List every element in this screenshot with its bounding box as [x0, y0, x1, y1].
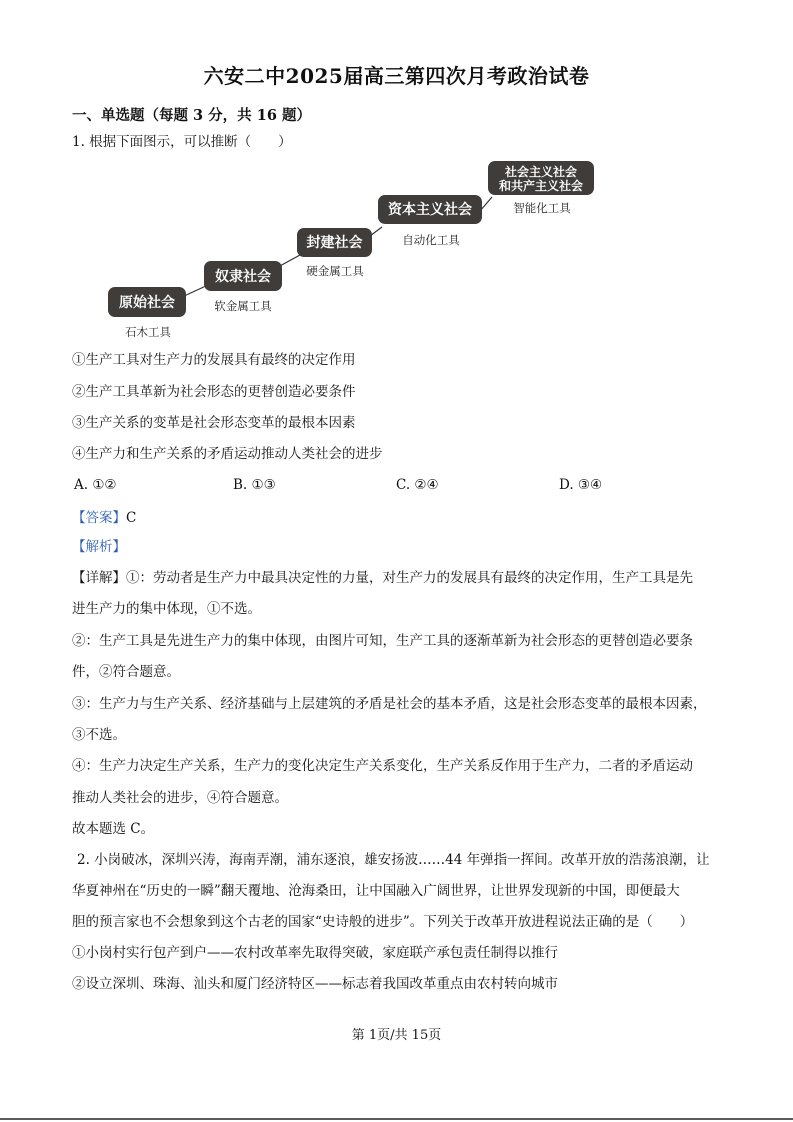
stage-label: 社会主义社会	[504, 165, 578, 179]
explanation-line: 故本题选 C。	[72, 821, 155, 837]
option-b: B. ①③	[233, 477, 276, 493]
stage-label: 和共产主义社会	[498, 179, 584, 193]
q2-statement: ②设立深圳、珠海、汕头和厦门经济特区——标志着我国改革重点由农村转向城市	[72, 976, 558, 992]
explanation-line: 推动人类社会的进步，④符合题意。	[72, 790, 288, 806]
option-a: A. ①②	[74, 477, 117, 493]
explanation-line	[72, 568, 732, 588]
tool-label: 自动化工具	[402, 233, 460, 247]
q1-statement: ③生产关系的变革是社会形态变革的最根本因素	[72, 415, 356, 431]
tool-label: 软金属工具	[214, 299, 272, 313]
explanation-line: ②：生产工具是先进生产力的集中体现，由图片可知，生产工具的逐渐革新为社会形态的更替创造必要条	[72, 633, 693, 649]
social-forms-staircase-figure	[100, 155, 610, 345]
stage-label: 奴隶社会	[215, 269, 271, 285]
page-footer: 第 1页/共 15页	[351, 1028, 442, 1043]
bottom-divider	[0, 1118, 793, 1120]
q1-stem: 1. 根据下面图示，可以推断（ ）	[72, 134, 292, 150]
q2-stem-line: 胆的预言家也不会想象到这个古老的国家“史诗般的进步”。下列关于改革开放进程说法正确的是（ ）	[72, 914, 694, 930]
q2-statement: ①小岗村实行包产到户——农村改革率先取得突破，家庭联产承包责任制得以推行	[72, 945, 558, 961]
detail-tag: 【详解】	[72, 570, 126, 586]
answer-tag: 【答案】	[72, 510, 126, 526]
q2-stem-line: 华夏神州在“历史的一瞬”翻天覆地、沧海桑田，让中国融入广阔世界，让世界发现新的中国，即便最大	[72, 883, 680, 899]
exam-title: 六安二中2025届高三第四次月考政治试卷	[203, 64, 590, 88]
answer-value: C	[126, 510, 137, 526]
tool-label: 智能化工具	[513, 201, 571, 215]
option-d: D. ③④	[559, 477, 603, 493]
stage-label: 资本主义社会	[388, 202, 472, 218]
tool-label: 石木工具	[125, 325, 171, 339]
explanation-line: ③不选。	[72, 727, 126, 743]
q1-statement: ④生产力和生产关系的矛盾运动推动人类社会的进步	[72, 446, 383, 462]
analysis-tag: 【解析】	[72, 539, 126, 555]
explanation-line: ③：生产力与生产关系、经济基础与上层建筑的矛盾是社会的基本矛盾，这是社会形态变革的最根本因素，	[72, 696, 707, 712]
stage-label: 原始社会	[119, 295, 175, 311]
stage-label: 封建社会	[306, 235, 363, 251]
q1-statement: ②生产工具革新为社会形态的更替创造必要条件	[72, 384, 356, 400]
option-c: C. ②④	[396, 477, 439, 493]
explanation-line: 件，②符合题意。	[72, 664, 180, 680]
explanation-text: ①：劳动者是生产力中最具决定性的力量，对生产力的发展具有最终的决定作用，生产工具是先	[126, 570, 693, 586]
explanation-line: ④：生产力决定生产关系，生产力的变化决定生产关系变化，生产关系反作用于生产力，二者的矛盾运动	[72, 758, 693, 774]
explanation-line: 进生产力的集中体现，①不选。	[72, 601, 261, 617]
answer-line	[72, 508, 732, 528]
q1-statement: ①生产工具对生产力的发展具有最终的决定作用	[72, 352, 356, 368]
section-heading: 一、单选题（每题 3 分，共 16 题）	[72, 107, 311, 124]
tool-label: 硬金属工具	[306, 264, 364, 278]
analysis-line	[72, 537, 732, 557]
q2-stem-line: 2. 小岗破冰，深圳兴涛，海南弄潮，浦东逐浪，雄安扬波……44 年弹指一挥间。改革开放的浩荡浪潮，让	[77, 852, 710, 868]
